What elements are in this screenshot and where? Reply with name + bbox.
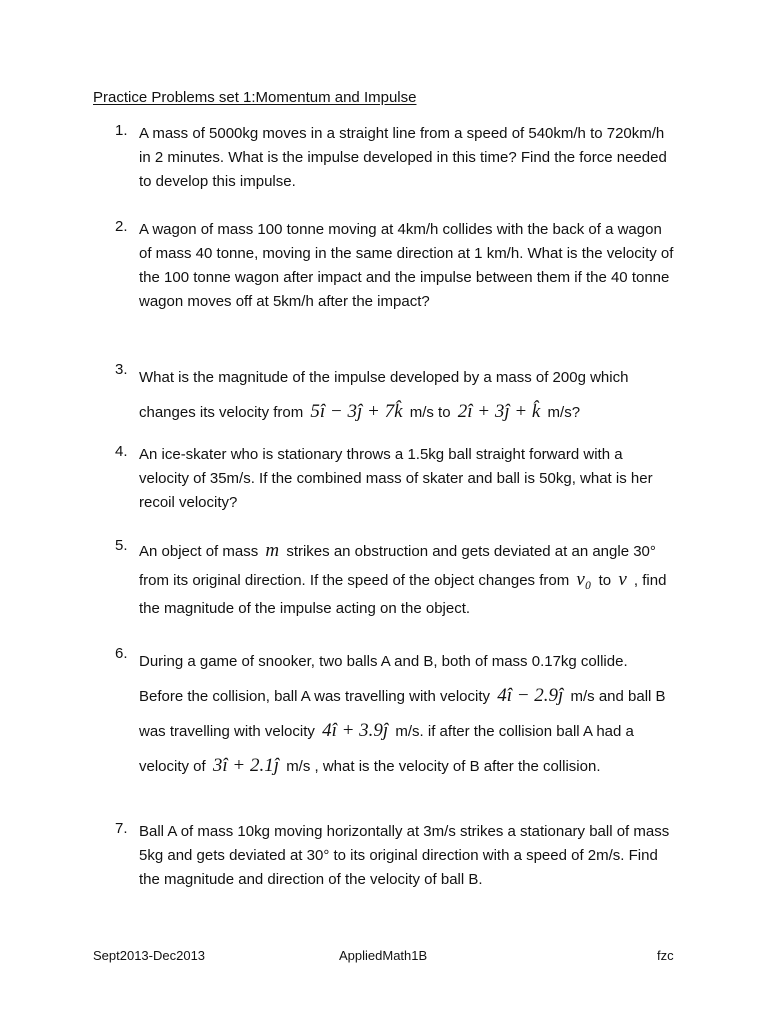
problem-text-part: m/s? bbox=[547, 404, 581, 421]
velocity-ball-b-before: 4î + 3.9ĵ bbox=[322, 720, 389, 741]
velocity-vector-final: 2î + 3ĵ + k̂ bbox=[457, 401, 541, 422]
problem-text-part: m/s to bbox=[409, 404, 451, 421]
footer-course: AppliedMath1B bbox=[339, 948, 428, 963]
problem-number: 7. bbox=[115, 820, 128, 837]
problem-7 bbox=[115, 820, 675, 892]
problem-number: 5. bbox=[115, 537, 128, 554]
footer-author: fzc bbox=[657, 948, 674, 963]
problem-text-part: to its original direction with a speed of 2m/s. Find the magnitude and direction of the velocity of ball B. bbox=[139, 847, 658, 888]
mass-symbol: m bbox=[265, 540, 280, 561]
velocity-ball-a-before: 4î − 2.9ĵ bbox=[497, 685, 564, 706]
angle-value: 30° bbox=[306, 847, 330, 864]
problem-text bbox=[139, 361, 675, 430]
velocity-ball-a-after: 3î + 2.1ĵ bbox=[212, 755, 280, 776]
page-title: Practice Problems set 1:Momentum and Impulse bbox=[93, 89, 417, 106]
problem-text bbox=[139, 820, 675, 892]
problem-text-part: to bbox=[598, 572, 612, 589]
problem-1 bbox=[115, 122, 675, 194]
problem-3 bbox=[115, 361, 675, 430]
problem-5 bbox=[115, 537, 675, 623]
problem-text-part: m/s , what is the velocity of B after the collision. bbox=[286, 758, 601, 775]
problem-6 bbox=[115, 645, 675, 784]
problem-text-part: m/s and ball B was travelling with velocity bbox=[139, 688, 666, 740]
problem-number: 1. bbox=[115, 122, 128, 139]
problem-number: 2. bbox=[115, 218, 128, 235]
initial-speed-symbol: v₀ bbox=[576, 569, 592, 590]
footer-date-range: Sept2013-Dec2013 bbox=[93, 948, 206, 963]
problem-text-part: m/s. if after the collision ball A had a velocity of bbox=[139, 723, 634, 775]
problem-text: An ice-skater who is stationary throws a 1.5kg ball straight forward with a velocity of 35m/s. If the combined mass of skater and ball is 50kg, what is her recoil velocity? bbox=[139, 446, 653, 511]
velocity-vector-initial: 5î − 3ĵ + 7k̂ bbox=[310, 401, 403, 422]
problem-number: 4. bbox=[115, 443, 128, 460]
problem-number: 3. bbox=[115, 361, 128, 378]
problem-text bbox=[139, 537, 675, 623]
final-speed-symbol: v bbox=[618, 569, 627, 590]
problem-text-part: During a game of snooker, two balls A and B, both of mass 0.17kg collide. Before the collision, ball A was travelling with velocity bbox=[139, 653, 628, 705]
problem-text-part: Ball A of mass 10kg moving horizontally at 3m/s strikes a stationary ball of mass 5kg and gets deviated at bbox=[139, 823, 670, 864]
problem-text-part: What is the magnitude of the impulse developed by a mass of 200g which changes its velocity from bbox=[139, 369, 629, 421]
problem-text-part: , find the magnitude of the impulse acting on the object. bbox=[139, 572, 667, 617]
problem-text: A wagon of mass 100 tonne moving at 4km/h collides with the back of a wagon of mass 40 tonne, moving in the same direction at 1 km/h. What is the velocity of the 100 tonne wagon after impact and the impulse between them if the 40 tonne wagon moves off at 5km/h after the impact? bbox=[139, 221, 674, 310]
problem-4 bbox=[115, 443, 675, 515]
problem-text-part: An object of mass bbox=[139, 543, 259, 560]
problem-text-part: strikes an obstruction and gets deviated at an angle bbox=[286, 543, 630, 560]
problem-text bbox=[139, 645, 675, 784]
problem-2 bbox=[115, 218, 675, 314]
problem-text: A mass of 5000kg moves in a straight line from a speed of 540km/h to 720km/h in 2 minutes. What is the impulse developed in this time? Find the force needed to develop this impulse. bbox=[139, 125, 667, 190]
angle-value: 30° bbox=[633, 543, 656, 560]
problem-number: 6. bbox=[115, 645, 128, 662]
problem-text-part: from its original direction. If the speed of the object changes from bbox=[139, 572, 570, 589]
